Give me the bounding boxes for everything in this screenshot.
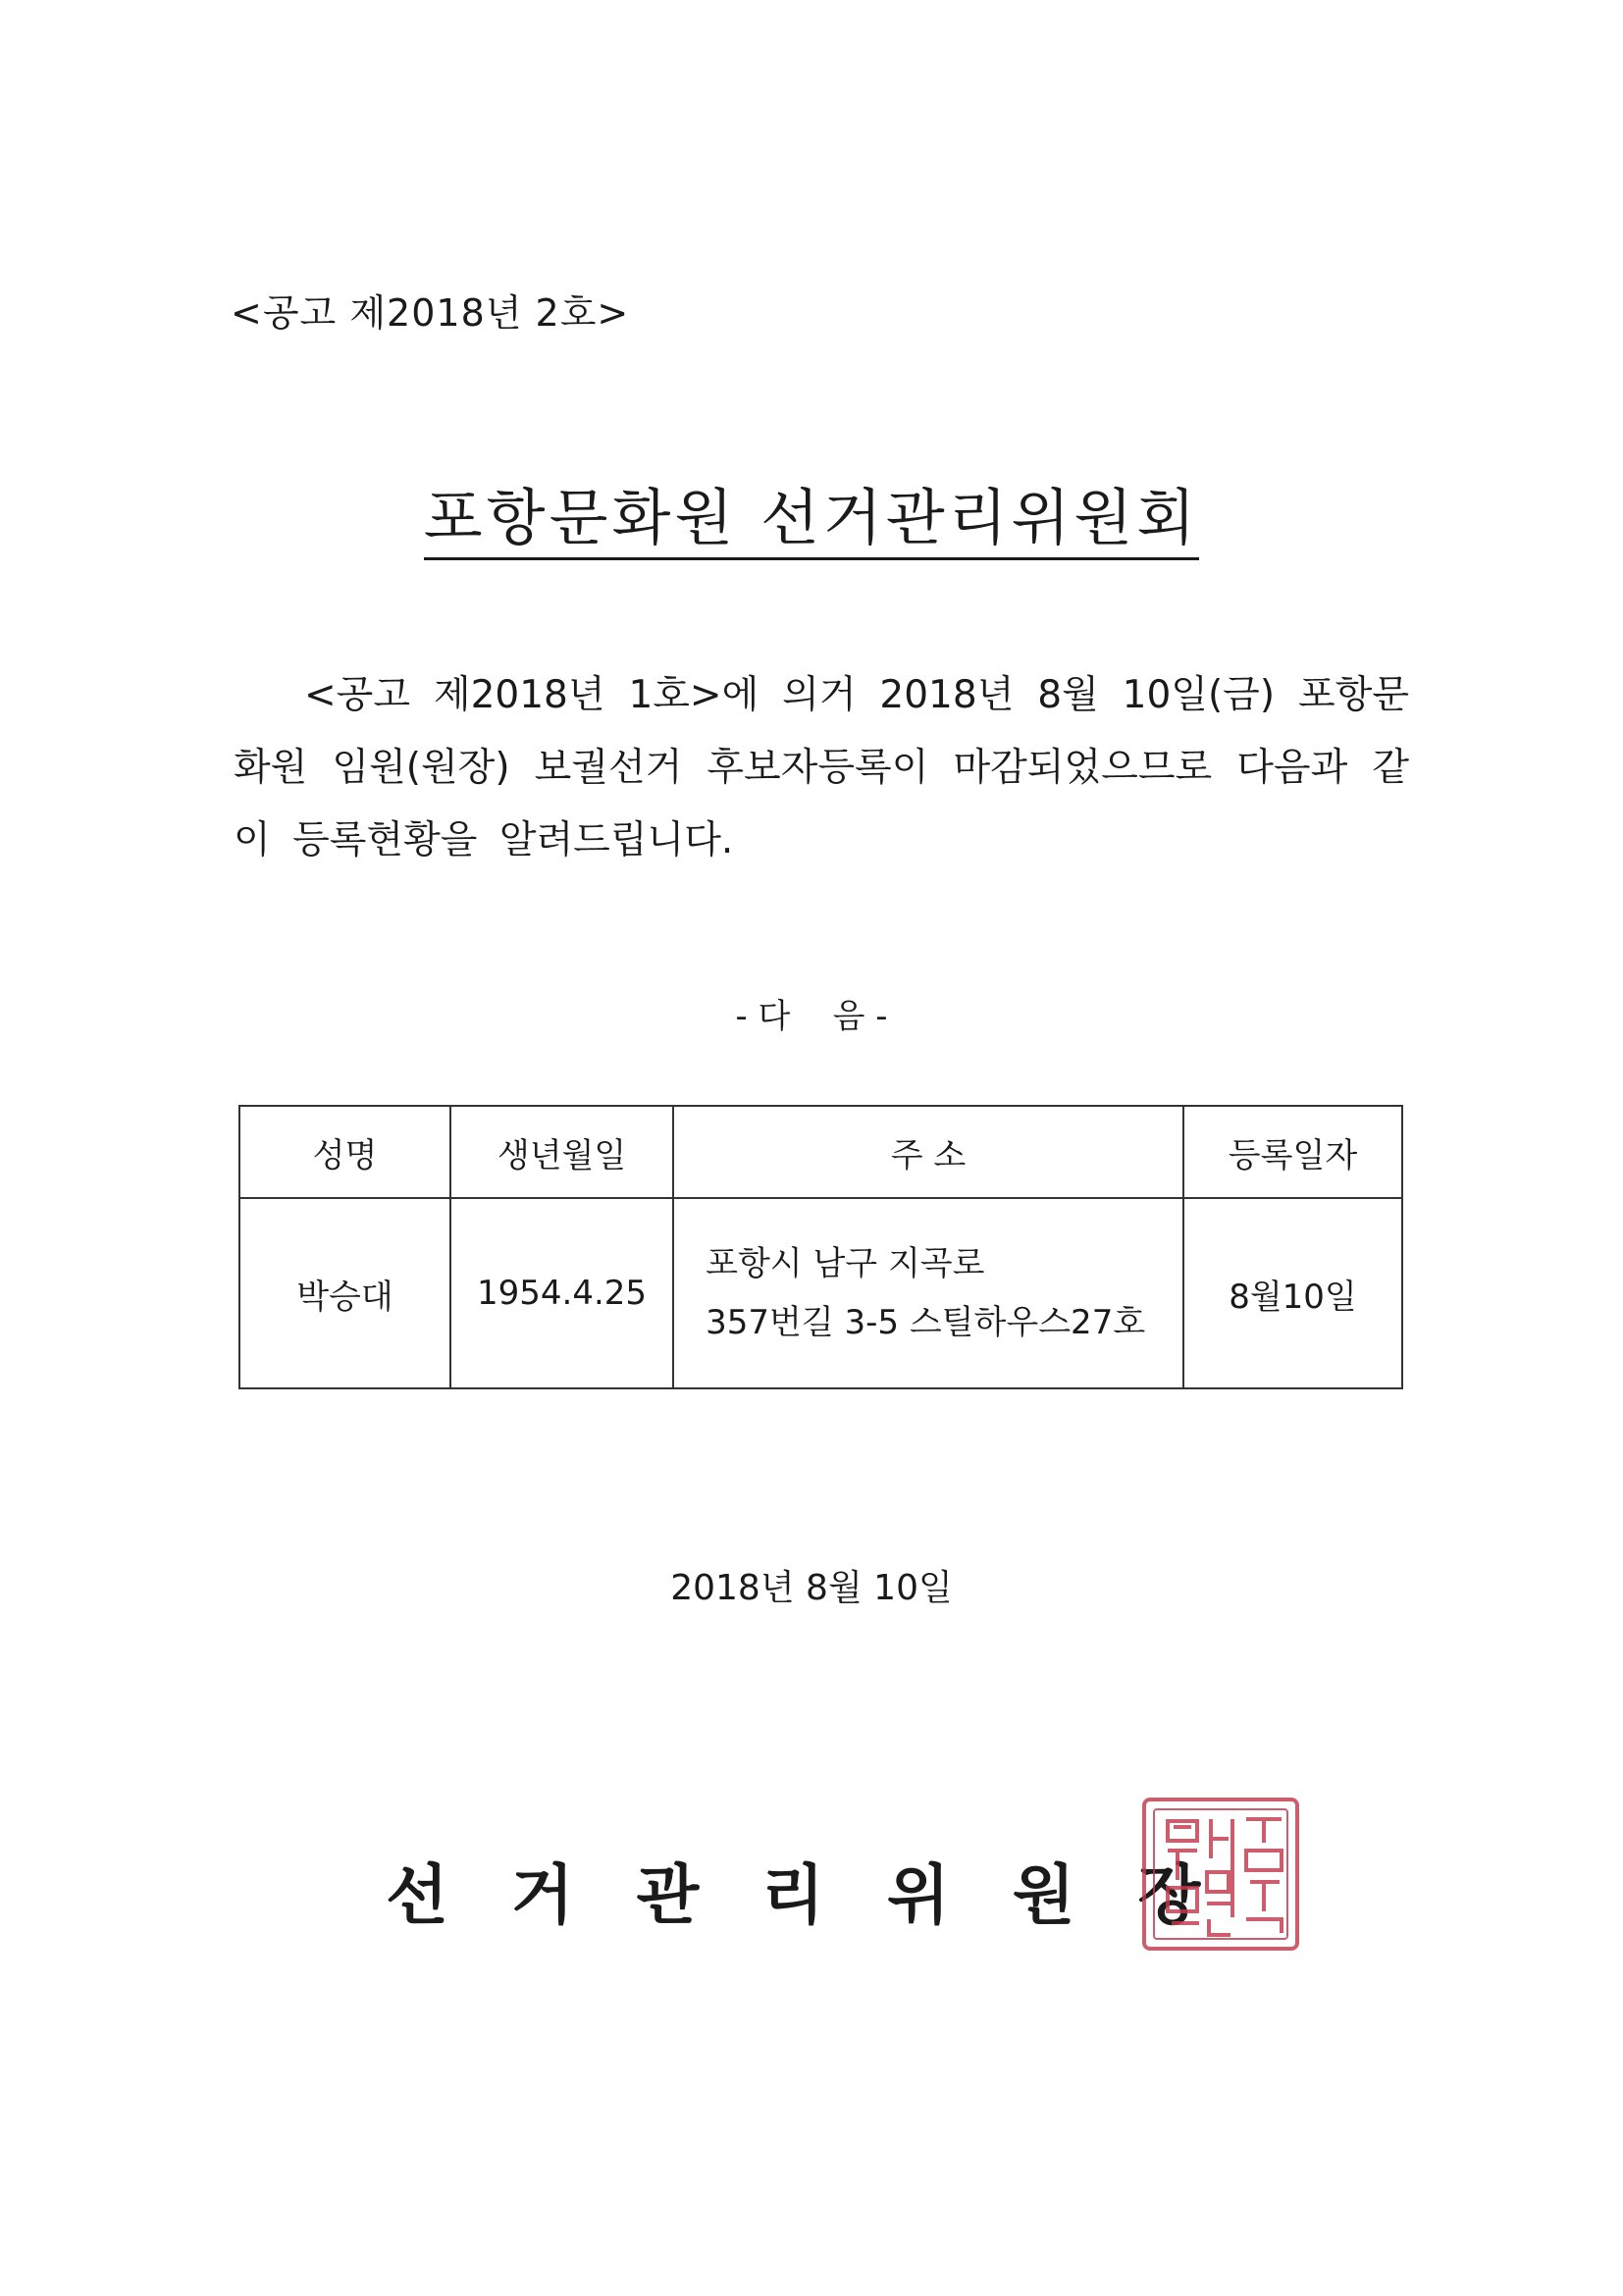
signer-title: 선거관리위원장 (386, 1857, 1264, 1933)
header-address: 주 소 (673, 1106, 1183, 1198)
cell-registration-date: 8월10일 (1183, 1198, 1402, 1388)
address-line-1: 포항시 남구 지곡로 (706, 1244, 985, 1283)
section-heading: - 다 음 - (735, 997, 888, 1036)
header-name: 성명 (239, 1106, 450, 1198)
official-seal-stamp (1138, 1794, 1303, 1955)
table-row (239, 1198, 1402, 1388)
document-title (0, 469, 1623, 556)
address-line-2: 357번길 3-5 스틸하우스27호 (706, 1303, 1146, 1342)
table-header-row (239, 1106, 1402, 1198)
document-title-text: 포항문화원 선거관리위원회 (424, 482, 1199, 560)
candidate-table (238, 1105, 1403, 1389)
cell-birthdate: 1954.4.25 (450, 1198, 673, 1388)
notice-body: <공고 제2018년 1호>에 의거 2018년 8월 10일(금) 포항문화원 임원(원장) 보궐선거 후보자등록이 마감되었으므로 다음과 같이 등록현황을 알려드립니다. (234, 673, 1409, 862)
issue-date: 2018년 8월 10일 (670, 1568, 953, 1608)
cell-name: 박승대 (239, 1198, 450, 1388)
cell-address (673, 1198, 1183, 1388)
header-birthdate: 생년월일 (450, 1106, 673, 1198)
header-registration-date: 등록일자 (1183, 1106, 1402, 1198)
notice-number: <공고 제2018년 2호> (231, 291, 630, 335)
